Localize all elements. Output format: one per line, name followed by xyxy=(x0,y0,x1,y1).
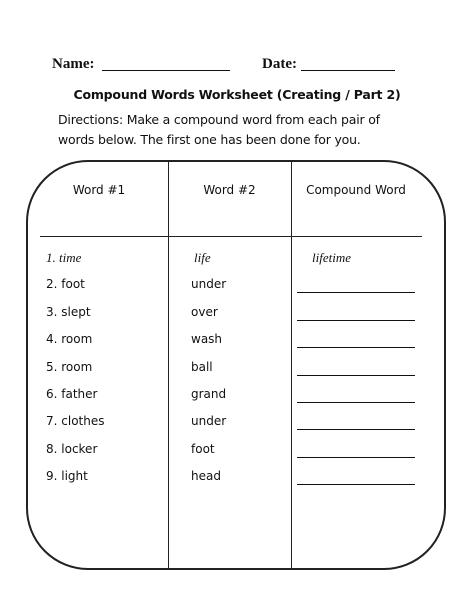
word2-cell: wash xyxy=(191,332,223,347)
word2-cell: life xyxy=(194,250,211,265)
word1-cell: 6. father xyxy=(46,387,98,401)
date-label: Date: xyxy=(262,56,297,72)
word1-cell: 2. foot xyxy=(46,277,85,292)
compound-answer-line[interactable] xyxy=(297,484,415,485)
column-header-word2: Word #2 xyxy=(203,183,256,197)
compound-answer-line[interactable] xyxy=(297,320,415,321)
word1-cell: 3. slept xyxy=(46,304,91,319)
word1-cell: 4. room xyxy=(46,332,93,347)
compound-answer-line[interactable] xyxy=(297,402,415,403)
column-divider xyxy=(291,160,292,570)
word1-cell: 9. light xyxy=(46,469,88,484)
word2-cell: ball xyxy=(191,359,213,374)
compound-answer-line[interactable] xyxy=(297,375,415,376)
word2-cell: under xyxy=(191,414,227,429)
word2-cell: head xyxy=(191,469,221,484)
compound-answer-line[interactable] xyxy=(297,457,415,458)
word2-cell: foot xyxy=(191,441,215,456)
directions-text: Directions: Make a compound word from each pair of words below. The first one has been done for you. xyxy=(58,112,380,147)
date-blank-line[interactable] xyxy=(301,70,395,71)
word1-cell: 8. locker xyxy=(46,441,98,456)
column-divider xyxy=(168,160,169,570)
compound-answer-line[interactable] xyxy=(297,429,415,430)
word2-cell: under xyxy=(191,277,227,292)
header-rule xyxy=(40,236,422,237)
worksheet-title: Compound Words Worksheet (Creating / Part 2) xyxy=(73,87,401,102)
column-header-compound: Compound Word xyxy=(306,183,406,197)
column-header-word1: Word #1 xyxy=(72,183,126,197)
name-blank-line[interactable] xyxy=(102,70,230,71)
word2-cell: over xyxy=(191,304,218,319)
compound-answer-line[interactable] xyxy=(297,347,415,348)
name-label: Name: xyxy=(52,56,95,72)
word2-cell: grand xyxy=(191,387,227,401)
compound-answer-line[interactable] xyxy=(297,292,415,293)
word1-cell: 5. room xyxy=(46,359,93,374)
word1-cell: 1. time xyxy=(46,250,82,265)
word1-cell: 7. clothes xyxy=(46,414,105,429)
compound-answer: lifetime xyxy=(312,250,351,265)
